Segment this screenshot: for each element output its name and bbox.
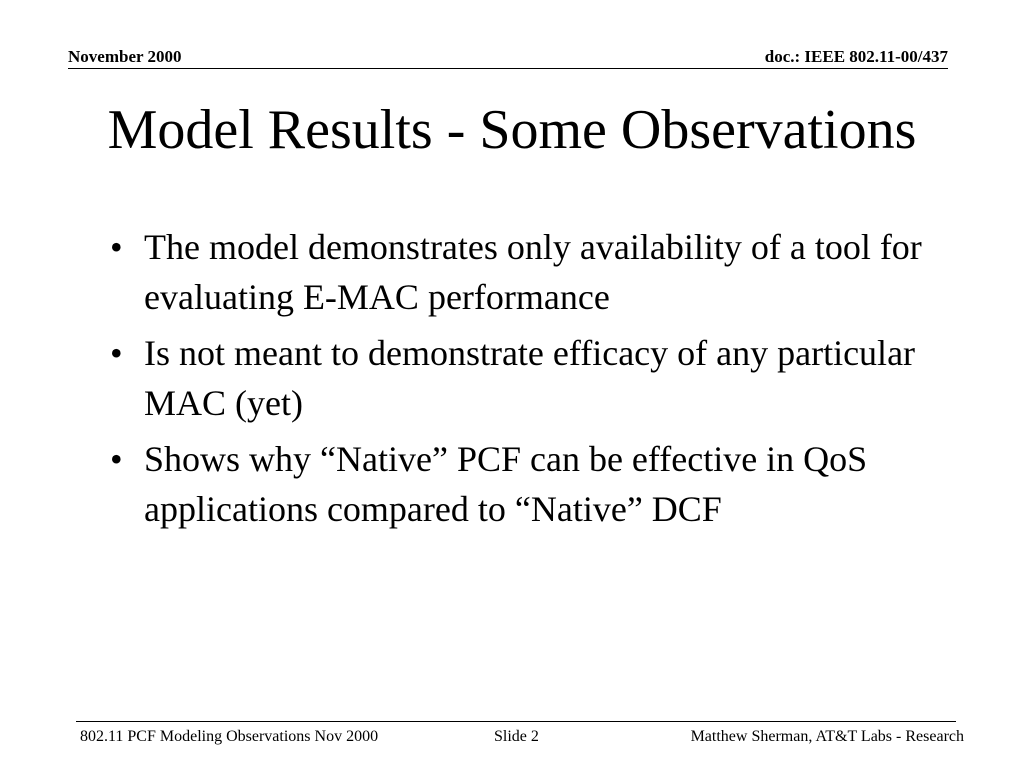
bullet-item (104, 434, 964, 534)
header-date: November 2000 (68, 47, 182, 66)
header-doc-id: doc.: IEEE 802.11-00/437 (764, 47, 948, 66)
bullet-dot-icon: • (110, 439, 123, 479)
header-divider (68, 68, 948, 69)
footer-presentation-title: 802.11 PCF Modeling Observations Nov 2000 (80, 728, 379, 745)
slide-title: Model Results - Some Observations (107, 99, 917, 161)
footer-slide-number: Slide 2 (494, 728, 539, 745)
bullet-text: Is not meant to demonstrate efficacy of any particular MAC (yet) (144, 333, 916, 423)
bullet-item (104, 222, 964, 322)
bullet-dot-icon: • (110, 333, 123, 373)
bullet-text: The model demonstrates only availability of a tool for evaluating E-MAC performance (144, 227, 922, 317)
bullet-list (104, 222, 964, 540)
bullet-text: Shows why “Native” PCF can be effective in QoS applications compared to “Native” DCF (144, 439, 868, 529)
bullet-dot-icon: • (110, 227, 123, 267)
bullet-item (104, 328, 964, 428)
footer-author: Matthew Sherman, AT&T Labs - Research (690, 728, 964, 745)
footer-divider (76, 721, 956, 722)
